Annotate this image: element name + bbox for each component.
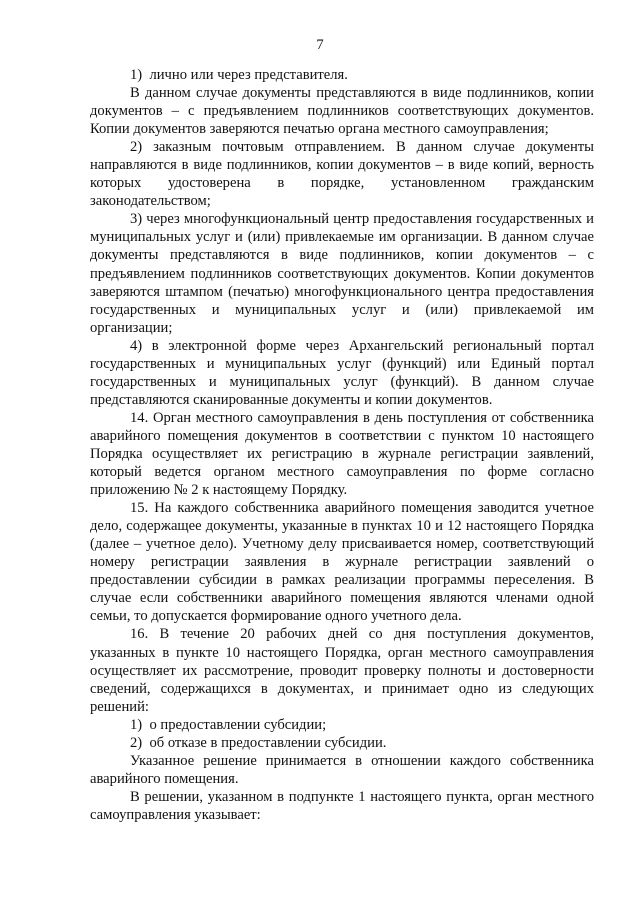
paragraph-method-in-person: 1) лично или через представителя.: [130, 67, 348, 83]
paragraph-method-mfc: 3) через многофункциональный центр предоставления государственных и муниципальных услуг и (или) привлекаемые им организации. В данном случае документы представляются в виде подлинников, копии документов – с предъявлением подлинников соответствующих документов. Копии документов заверяются штампом (печатью) многофункционального центра предоставления государственных и муниципальных услуг и (или) привлекаемой им организации;: [90, 211, 594, 336]
paragraph-clause-15: 15. На каждого собственника аварийного помещения заводится учетное дело, содержащее документы, указанные в пунктах 10 и 12 настоящего Порядка (далее – учетное дело). Учетному делу присваивается номер, соответствующий номеру регистрации заявления в журнале регистрации заявлений о предоставлении субсидии в рамках реализации программы переселения. В случае если собственники аварийного помещения являются членами одной семьи, то допускается формирование одного учетного дела.: [90, 500, 594, 625]
paragraph-clause-16: 16. В течение 20 рабочих дней со дня поступления документов, указанных в пункте 10 настоящего Порядка, орган местного самоуправления осуществляет их рассмотрение, проводит проверку полноты и достоверности сведений, содержащихся в документах, и принимает одно из следующих решений:: [90, 626, 594, 715]
paragraph-method-electronic: 4) в электронной форме через Архангельский региональный портал государственных и муниципальных услуг (функций) или Единый портал государственных и муниципальных услуг (функций). В данном случае представляются сканированные документы и копии документов.: [90, 337, 594, 408]
paragraph-clause-14: 14. Орган местного самоуправления в день поступления от собственника аварийного помещения документов в соответствии с пунктом 10 настоящего Порядка осуществляет их регистрацию в журнале регистрации заявлений, который ведется органом местного самоуправления по форме согласно приложению № 2 к настоящему Порядку.: [90, 409, 594, 499]
paragraph-decision-contents: В решении, указанном в подпункте 1 настоящего пункта, орган местного самоуправления указывает:: [90, 788, 594, 823]
paragraph-decision-scope: Указанное решение принимается в отношении каждого собственника аварийного помещения.: [90, 752, 594, 787]
paragraph-method-registered-mail: 2) заказным почтовым отправлением. В данном случае документы направляются в виде подлинников, копии документов – в виде копий, верность которых удостоверена в порядке, установленном гражданским законодательством;: [90, 139, 594, 210]
paragraph-decision-grant: 1) о предоставлении субсидии;: [130, 716, 327, 733]
paragraph-decision-refuse: 2) об отказе в предоставлении субсидии.: [130, 734, 387, 751]
document-body: [90, 66, 594, 824]
paragraph-in-person-details: В данном случае документы представляются в виде подлинников, копии документов – с предъявлением подлинников соответствующих документов. Копии документов заверяются печатью органа местного самоуправления;: [90, 85, 594, 138]
page-number: 7: [316, 37, 324, 53]
